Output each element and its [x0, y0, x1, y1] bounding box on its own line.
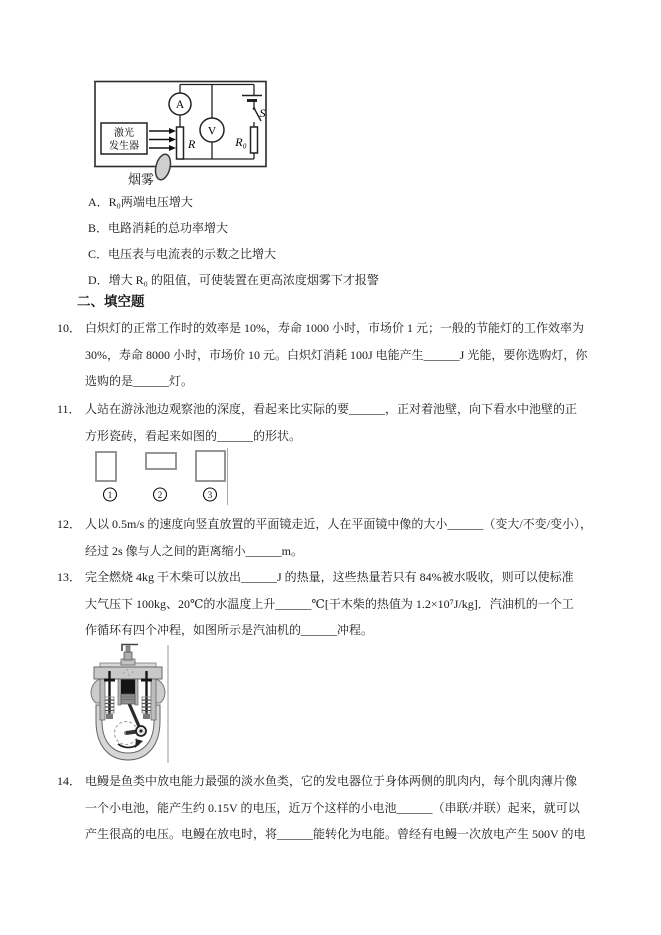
tile-number-2-label: 2	[157, 490, 163, 500]
question-number: 12．	[57, 517, 82, 531]
question-line: 作循环有四个冲程，如图所示是汽油机的______冲程。	[85, 623, 374, 637]
engine-wall-left	[100, 679, 105, 720]
question-line: 完全燃烧 4kg 干木柴可以放出______J 的热量，这些热量若只有 84%被水吸收，则可以使标准	[85, 570, 574, 584]
question-11	[57, 396, 645, 449]
tile-number-1-label: 1	[107, 490, 113, 500]
question-line: 电鳗是鱼类中放电能力最强的淡水鱼类，它的发电器位于身体两侧的肌肉内，每个肌肉薄片像	[85, 774, 578, 788]
tile-number-3-label: 3	[207, 490, 213, 500]
question-line: 人以 0.5m/s 的速度向竖直放置的平面镜走近，人在平面镜中像的大小______（变大/不变/变小），	[85, 517, 593, 531]
resistor-r0-label: R₀	[235, 135, 247, 149]
question-line: 大气压下 100kg、20℃的水温度上升______℃[干木柴的热值为 1.2×10⁷J/kg]．汽油机的一个工	[85, 596, 574, 611]
question-line: 30%，寿命 8000 小时，市场价 10 元。白炽灯消耗 100J 电能产生______J 光能，要你选购灯，你	[85, 347, 588, 362]
option-d: D．增大 R₀ 的阻值，可使装置在更高浓度烟雾下才报警	[88, 273, 379, 287]
question-number: 14．	[57, 774, 82, 788]
option-a: A．R₀两端电压增大	[88, 195, 193, 209]
switch-label: S	[259, 106, 266, 120]
spark-plug	[122, 645, 138, 661]
tile-number-2	[154, 488, 167, 501]
tile-number-3	[204, 488, 217, 501]
tile-shape-2	[146, 453, 176, 469]
battery-symbol	[242, 96, 262, 101]
question-line: 人站在游泳池边观察池的深度，看起来比实际的要______，正对着池壁，向下看水中池壁的正	[85, 402, 578, 416]
voltmeter-label: V	[207, 125, 217, 138]
question-line: 白炽灯的正常工作时的效率是 10%，寿命 1000 小时，市场价 1 元；一般的节能灯的工作效率为	[85, 321, 584, 335]
smoke-label: 烟雾	[127, 172, 155, 187]
question-number: 11．	[57, 402, 81, 416]
laser-beam-arrows	[149, 128, 176, 151]
cylinder-wall-right	[135, 679, 138, 705]
ammeter	[169, 93, 191, 115]
voltmeter	[200, 118, 224, 142]
question-14	[57, 768, 645, 848]
question-13	[57, 564, 645, 644]
tile-shape-3	[196, 451, 225, 481]
fuel-mixture	[121, 679, 135, 694]
cylinder-head	[94, 659, 162, 679]
resistor-r	[177, 127, 197, 159]
question-line: 一个小电池，能产生约 0.15V 的电压，近万个这样的小电池______（串联/并联）起来，就可以	[85, 800, 580, 815]
piston	[121, 694, 135, 704]
laser-generator	[101, 123, 147, 154]
engine-diagram-figure	[88, 643, 173, 767]
question-number: 13．	[57, 570, 82, 584]
tile-shapes-figure	[93, 447, 235, 507]
question-line: 产生很高的电压。电鳗在放电时，将______能转化为电能。曾经有电鳗一次放电产生 500V 的电	[85, 827, 586, 841]
question-10	[57, 315, 645, 395]
engine-wall-right	[151, 679, 156, 720]
question-number: 10．	[57, 321, 82, 335]
laser-label-line2: 发生器	[109, 141, 139, 152]
switch-symbol	[253, 106, 266, 121]
tile-shape-1	[96, 452, 116, 481]
circuit-diagram-figure	[94, 80, 268, 192]
smoke-blob	[153, 153, 173, 182]
option-c: C．电压表与电流表的示数之比增大	[88, 247, 277, 261]
option-b: B．电路消耗的总功率增大	[88, 221, 229, 235]
laser-label-line1: 激光	[114, 128, 134, 139]
section-title: 二、填空题	[77, 294, 145, 309]
resistor-r-label: R	[188, 137, 196, 151]
question-12	[57, 511, 645, 564]
question-line: 经过 2s 像与人之间的距离缩小______m。	[85, 543, 304, 558]
tile-number-1	[104, 488, 117, 501]
question-line: 选购的是______灯。	[85, 374, 194, 388]
ammeter-label: A	[175, 99, 185, 111]
crank-pin	[136, 726, 146, 736]
resistor-r0	[234, 127, 257, 153]
cylinder-wall-left	[118, 679, 121, 705]
question-line: 方形瓷砖，看起来如图的______的形状。	[85, 428, 302, 443]
